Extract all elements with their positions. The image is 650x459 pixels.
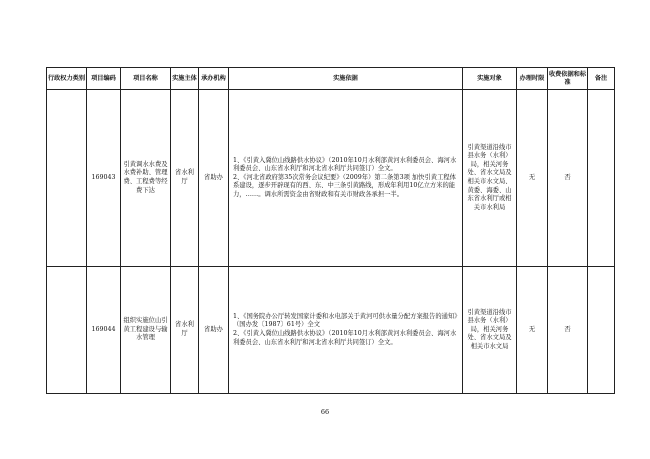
table-row <box>47 267 615 394</box>
cell-basis <box>229 267 463 394</box>
header-remark: 备注 <box>588 68 615 90</box>
header-fee: 收费依据和标准 <box>548 68 588 90</box>
cell-category <box>47 90 87 267</box>
header-code: 项目编码 <box>87 68 121 90</box>
admin-power-table <box>46 67 615 394</box>
header-agency: 承办机构 <box>199 68 229 90</box>
cell-fee: 否 <box>548 90 588 267</box>
cell-fee: 否 <box>548 267 588 394</box>
basis-item: 2、《河北省政府第35次常务会议纪要》（2009年）第二条第3项 加快引黄工程体系建设，逐步开辟现有的西、东、中三条引黄路线，形成年利用10亿立方米的能力，……。调水所需资金由省财政和有关市财政各承担一半。 <box>233 173 456 198</box>
cell-time-limit: 无 <box>517 267 548 394</box>
basis-item: 1、《国务院办公厅转发国家计委和水电部关于黄河可供水量分配方案报告的通知》（国办发〔1987〕61号）全文 <box>233 312 458 329</box>
basis-item: 1、《引黄入冀位山线路供水协议》（2010年10月水利部黄河水利委员会、海河水利委员会、山东省水利厅和河北省水利厅共同签订）全文。 <box>233 156 457 173</box>
header-time-limit: 办理时限 <box>517 68 548 90</box>
cell-remark <box>588 267 615 394</box>
header-category: 行政权力类别 <box>47 68 87 90</box>
header-target: 实施对象 <box>463 68 517 90</box>
cell-subject: 省水利厅 <box>171 90 199 267</box>
cell-code: 169044 <box>87 267 121 394</box>
page-number: 66 <box>320 408 330 416</box>
header-basis: 实施依据 <box>229 68 463 90</box>
cell-time-limit: 无 <box>517 90 548 267</box>
cell-name: 引黄调水水费及水费补助、管理费、工程费等经费下达 <box>121 90 171 267</box>
cell-agency: 省助办 <box>199 90 229 267</box>
basis-item: 2、《引黄入冀位山线路供水协议》（2010年10月水利部黄河水利委员会、海河水利委员会、山东省水利厅和河北省水利厅共同签订）全文。 <box>233 330 457 346</box>
cell-target: 引黄渠道沿线市县水务（水利）局，相关河务处、省水文局及相关市水文局 <box>463 267 517 394</box>
header-name: 项目名称 <box>121 68 171 90</box>
cell-remark <box>588 90 615 267</box>
table-header-row <box>47 68 615 90</box>
header-subject: 实施主体 <box>171 68 199 90</box>
cell-name: 组织实施位山引黄工程建设与输水管理 <box>121 267 171 394</box>
cell-agency: 省助办 <box>199 267 229 394</box>
table-row <box>47 90 615 267</box>
cell-subject: 省水利厅 <box>171 267 199 394</box>
cell-target: 引黄渠道沿线市县水务（水利）局，相关河务处、省水文局及相关市水文局、黄委、海委、山东省水利厅或相关市水利局 <box>463 90 517 267</box>
cell-basis <box>229 90 463 267</box>
cell-category <box>47 267 87 394</box>
cell-code: 169043 <box>87 90 121 267</box>
